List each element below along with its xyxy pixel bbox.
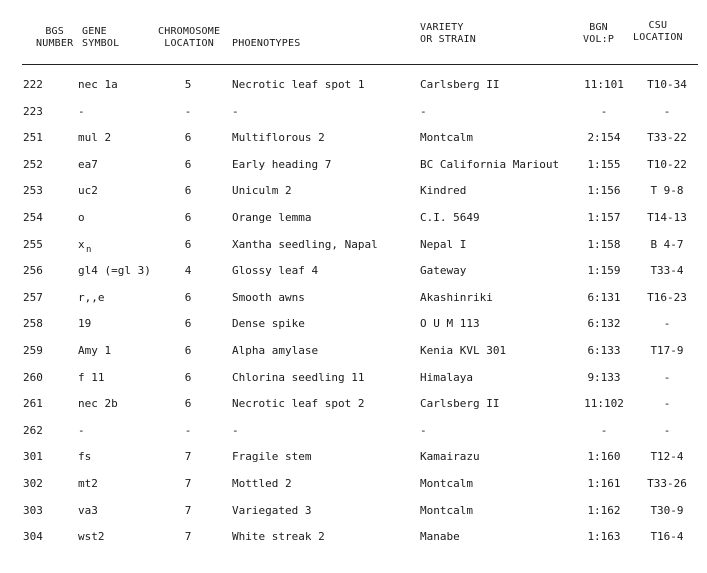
- gene-symbol: ea7: [78, 157, 98, 171]
- phenotype: Glossy leaf 4: [232, 264, 319, 278]
- csu-location: T10-22: [647, 157, 687, 171]
- csu-location: T30-9: [650, 503, 684, 517]
- header-bgn: BGN VOL:P: [583, 22, 615, 45]
- chromosome-location: 6: [184, 397, 192, 411]
- header-chromosome: CHROMOSOME LOCATION: [158, 26, 221, 49]
- bgs-number: 253: [23, 184, 43, 198]
- gene-symbol: r,,e: [78, 290, 105, 304]
- chromosome-location: 6: [184, 157, 192, 171]
- table-row: [0, 152, 707, 179]
- bgs-number: 261: [23, 397, 43, 411]
- bgs-number: 223: [23, 104, 43, 118]
- bgn-vol-page: 6:132: [587, 317, 621, 331]
- csu-location: T33-26: [647, 476, 687, 490]
- bgn-vol-page: 1:162: [587, 503, 621, 517]
- table-row: [0, 418, 707, 445]
- phenotype: Mottled 2: [232, 476, 292, 490]
- variety-or-strain: -: [420, 423, 427, 437]
- chromosome-location: 6: [184, 317, 192, 331]
- bgs-number: 301: [23, 450, 43, 464]
- csu-location: -: [663, 423, 671, 437]
- phenotype: Alpha amylase: [232, 343, 319, 357]
- variety-or-strain: Gateway: [420, 264, 467, 278]
- csu-location: T16-4: [650, 530, 684, 544]
- bgs-number: 257: [23, 290, 43, 304]
- table-row: [0, 258, 707, 285]
- chromosome-location: -: [184, 104, 192, 118]
- chromosome-location: -: [184, 423, 192, 437]
- gene-symbol: mt2: [78, 476, 98, 490]
- bgs-number: 251: [23, 131, 43, 145]
- csu-location: T 9-8: [650, 184, 684, 198]
- phenotype: Smooth awns: [232, 290, 305, 304]
- bgn-vol-page: 1:156: [587, 184, 621, 198]
- gene-symbol: gl4 (=gl 3): [78, 264, 151, 278]
- bgn-vol-page: 1:157: [587, 210, 621, 224]
- variety-or-strain: Montcalm: [420, 131, 473, 145]
- phenotype: Necrotic leaf spot 1: [232, 78, 365, 91]
- variety-or-strain: O U M 113: [420, 317, 480, 331]
- bgn-vol-page: 1:158: [587, 237, 621, 251]
- gene-symbol: nec 2b: [78, 397, 118, 411]
- table-row: [0, 391, 707, 418]
- header-phenotypes: PHOENOTYPES: [232, 38, 301, 49]
- phenotype: Orange lemma: [232, 210, 312, 224]
- variety-or-strain: BC California Mariout: [420, 157, 560, 171]
- table-row: [0, 205, 707, 232]
- bgn-vol-page: 6:131: [587, 290, 621, 304]
- table-row: [0, 444, 707, 471]
- phenotype: Fragile stem: [232, 450, 312, 464]
- header-bgs: BGS NUMBER: [36, 26, 74, 49]
- csu-location: -: [663, 317, 671, 331]
- phenotype: Necrotic leaf spot 2: [232, 397, 365, 411]
- phenotype: Uniculm 2: [232, 184, 292, 198]
- table-row: [0, 72, 707, 99]
- bgn-vol-page: 11:101: [584, 78, 624, 91]
- table-row: [0, 178, 707, 205]
- table-row: [0, 99, 707, 126]
- gene-symbol: wst2: [78, 530, 105, 544]
- bgn-vol-page: -: [600, 104, 608, 118]
- gene-symbol: 19: [78, 317, 92, 331]
- gene-symbol: o: [78, 210, 85, 224]
- variety-or-strain: Montcalm: [420, 476, 473, 490]
- table-row: [0, 125, 707, 152]
- chromosome-location: 6: [184, 131, 192, 145]
- chromosome-location: 6: [184, 237, 192, 251]
- table-header: [0, 22, 707, 62]
- variety-or-strain: Kindred: [420, 184, 467, 198]
- chromosome-location: 7: [184, 530, 192, 544]
- chromosome-location: 6: [184, 370, 192, 384]
- bgs-number: 302: [23, 476, 43, 490]
- phenotype: White streak 2: [232, 530, 325, 544]
- gene-symbol-subscript: n: [86, 244, 92, 255]
- header-variety: VARIETY OR STRAIN: [420, 22, 476, 45]
- gene-symbol: x: [78, 237, 85, 251]
- gene-symbol: -: [78, 423, 85, 437]
- variety-or-strain: -: [420, 104, 427, 118]
- phenotype: Xantha seedling, Napal: [232, 237, 378, 251]
- chromosome-location: 4: [184, 264, 192, 278]
- gene-symbol: Amy 1: [78, 343, 112, 357]
- variety-or-strain: Kamairazu: [420, 450, 480, 464]
- chromosome-location: 7: [184, 476, 192, 490]
- table-row: [0, 285, 707, 312]
- phenotype: Variegated 3: [232, 503, 312, 517]
- bgs-number: 254: [23, 210, 43, 224]
- table-body: [0, 72, 707, 551]
- phenotype: Dense spike: [232, 317, 305, 331]
- bgn-vol-page: 1:160: [587, 450, 621, 464]
- gene-symbol: -: [78, 104, 85, 118]
- chromosome-location: 6: [184, 184, 192, 198]
- table-row: [0, 524, 707, 551]
- bgn-vol-page: 9:133: [587, 370, 621, 384]
- bgn-vol-page: -: [600, 423, 608, 437]
- chromosome-location: 6: [184, 343, 192, 357]
- bgs-number: 303: [23, 503, 43, 517]
- csu-location: T16-23: [647, 290, 687, 304]
- variety-or-strain: Carlsberg II: [420, 397, 500, 411]
- table-row: [0, 471, 707, 498]
- gene-symbol: f 11: [78, 370, 105, 384]
- chromosome-location: 6: [184, 290, 192, 304]
- phenotype: Chlorina seedling 11: [232, 370, 365, 384]
- bgs-number: 262: [23, 423, 43, 437]
- table-row: [0, 498, 707, 525]
- phenotype: -: [232, 423, 239, 437]
- gene-symbol: va3: [78, 503, 98, 517]
- csu-location: T17-9: [650, 343, 684, 357]
- table-row: [0, 365, 707, 392]
- bgn-vol-page: 6:133: [587, 343, 621, 357]
- variety-or-strain: C.I. 5649: [420, 210, 480, 224]
- bgs-number: 256: [23, 264, 43, 278]
- variety-or-strain: Kenia KVL 301: [420, 343, 507, 357]
- chromosome-location: 6: [184, 210, 192, 224]
- variety-or-strain: Himalaya: [420, 370, 473, 384]
- csu-location: -: [663, 104, 671, 118]
- csu-location: T10-34: [647, 78, 687, 91]
- phenotype: -: [232, 104, 239, 118]
- csu-location: T14-13: [647, 210, 687, 224]
- bgn-vol-page: 2:154: [587, 131, 621, 145]
- header-rule: [22, 64, 698, 65]
- header-csu: CSU LOCATION: [633, 20, 683, 43]
- csu-location: T33-22: [647, 131, 687, 145]
- gene-symbol: mul 2: [78, 131, 112, 145]
- variety-or-strain: Montcalm: [420, 503, 473, 517]
- csu-location: T33-4: [650, 264, 684, 278]
- phenotype: Early heading 7: [232, 157, 332, 171]
- bgn-vol-page: 1:159: [587, 264, 621, 278]
- table-row: [0, 338, 707, 365]
- gene-symbol: fs: [78, 450, 92, 464]
- bgs-number: 259: [23, 343, 43, 357]
- bgs-number: 222: [23, 78, 43, 91]
- bgs-number: 260: [23, 370, 43, 384]
- csu-location: -: [663, 397, 671, 411]
- bgs-number: 255: [23, 237, 43, 251]
- bgn-vol-page: 1:163: [587, 530, 621, 544]
- phenotype: Multiflorous 2: [232, 131, 325, 145]
- bgn-vol-page: 1:161: [587, 476, 621, 490]
- bgs-number: 304: [23, 530, 43, 544]
- chromosome-location: 5: [184, 78, 192, 91]
- bgn-vol-page: 11:102: [584, 397, 624, 411]
- chromosome-location: 7: [184, 503, 192, 517]
- csu-location: T12-4: [650, 450, 684, 464]
- csu-location: -: [663, 370, 671, 384]
- chromosome-location: 7: [184, 450, 192, 464]
- bgs-number: 252: [23, 157, 43, 171]
- bgn-vol-page: 1:155: [587, 157, 621, 171]
- variety-or-strain: Carlsberg II: [420, 78, 500, 91]
- csu-location: B 4-7: [650, 237, 684, 251]
- bgs-number: 258: [23, 317, 43, 331]
- variety-or-strain: Nepal I: [420, 237, 467, 251]
- header-gene: GENE SYMBOL: [82, 26, 120, 49]
- variety-or-strain: Akashinriki: [420, 290, 493, 304]
- gene-symbol: nec 1a: [78, 78, 118, 91]
- gene-symbol: uc2: [78, 184, 98, 198]
- variety-or-strain: Manabe: [420, 530, 460, 544]
- table-row: [0, 232, 707, 259]
- table-row: [0, 311, 707, 338]
